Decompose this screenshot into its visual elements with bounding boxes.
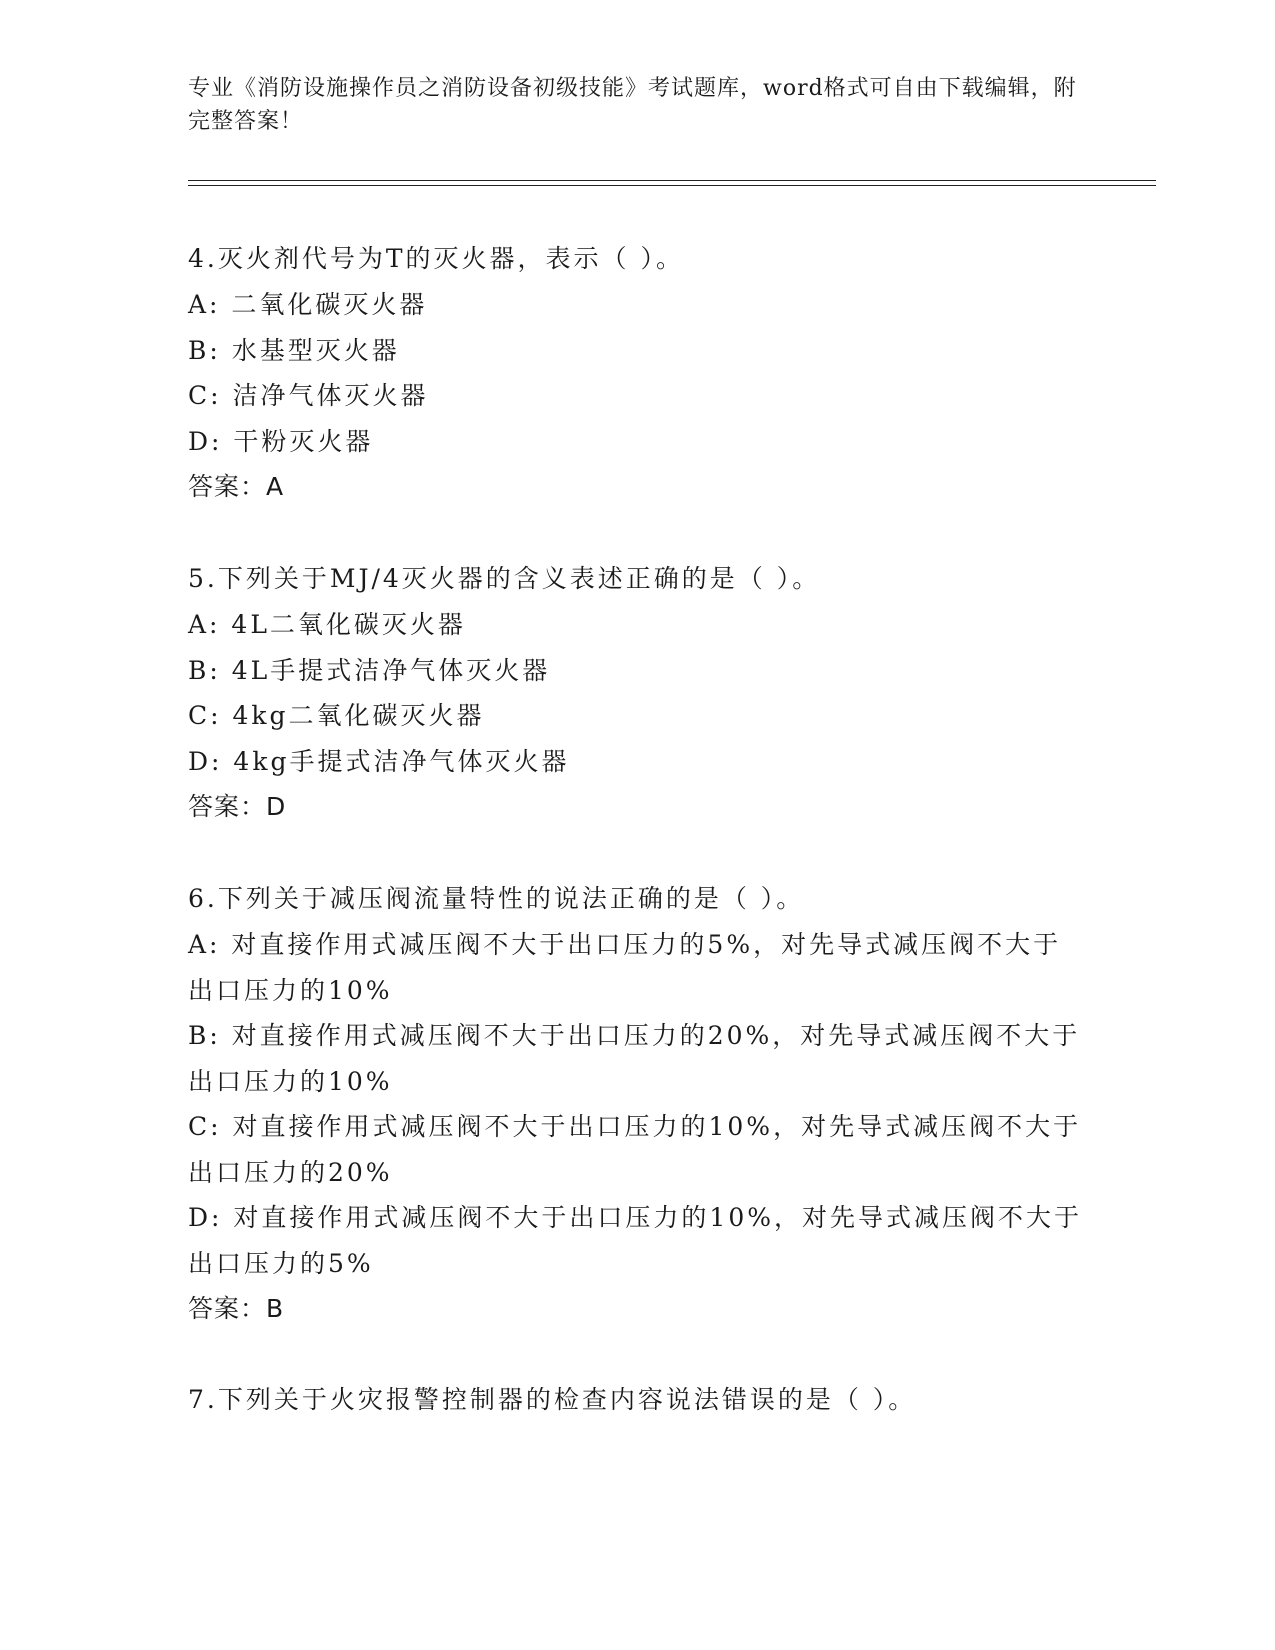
document-header: [188, 72, 1088, 138]
question-stem: 4.灭火剂代号为T的灭火器，表示（ ）。: [188, 244, 684, 273]
option-a: A: 二氧化碳灭火器: [188, 290, 428, 319]
question-stem: 7.下列关于火灾报警控制器的检查内容说法错误的是（ ）。: [188, 1385, 917, 1414]
question-stem: 5.下列关于MJ/4灭火器的含义表述正确的是（ ）。: [188, 564, 821, 593]
header-divider-top: [188, 180, 1156, 181]
question-stem: 6.下列关于减压阀流量特性的说法正确的是（ ）。: [188, 884, 805, 913]
answer-label: 答案：D: [188, 792, 287, 821]
question-6: [188, 876, 1088, 1332]
option-b: B: 水基型灭火器: [188, 335, 400, 365]
option-c: C: 4kg二氧化碳灭火器: [188, 701, 485, 730]
question-7: [188, 1377, 1088, 1423]
option-d: D: 4kg手提式洁净气体灭火器: [188, 746, 570, 776]
question-4: [188, 236, 1088, 510]
option-d: D: 对直接作用式减压阀不大于出口压力的10%，对先导式减压阀不大于出口压力的5%: [188, 1203, 1082, 1278]
option-b: B: 对直接作用式减压阀不大于出口压力的20%，对先导式减压阀不大于出口压力的10%: [188, 1021, 1081, 1096]
option-b: B: 4L手提式洁净气体灭火器: [188, 655, 551, 685]
answer-label: 答案：A: [188, 472, 285, 501]
option-c: C: 对直接作用式减压阀不大于出口压力的10%，对先导式减压阀不大于出口压力的20%: [188, 1112, 1082, 1187]
option-d: D: 干粉灭火器: [188, 426, 374, 456]
header-divider-bottom: [188, 185, 1156, 186]
question-5: [188, 556, 1088, 830]
option-a: A: 4L二氧化碳灭火器: [188, 610, 466, 639]
option-a: A: 对直接作用式减压阀不大于出口压力的5%，对先导式减压阀不大于出口压力的10%: [188, 930, 1062, 1005]
answer-label: 答案：B: [188, 1294, 285, 1323]
header-text: 专业《消防设施操作员之消防设备初级技能》考试题库，word格式可自由下载编辑，附完整答案！: [188, 76, 1077, 134]
option-c: C: 洁净气体灭火器: [188, 381, 429, 410]
